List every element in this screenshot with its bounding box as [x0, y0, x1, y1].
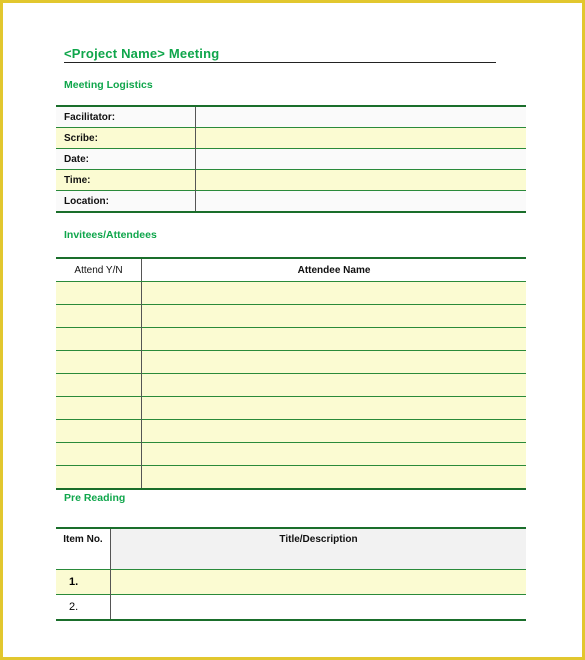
table-row [56, 305, 526, 328]
logistics-row-location [56, 191, 526, 213]
table-row [56, 466, 526, 490]
logistics-row-date [56, 149, 526, 170]
description-cell[interactable] [111, 570, 527, 595]
table-row [56, 351, 526, 374]
time-label: Time: [56, 170, 196, 191]
date-field[interactable] [196, 149, 527, 170]
logistics-row-scribe [56, 128, 526, 149]
attendee-name-cell[interactable] [142, 443, 527, 466]
table-row [56, 397, 526, 420]
attend-yn-cell[interactable] [56, 466, 142, 490]
table-row [56, 570, 526, 595]
logistics-row-time [56, 170, 526, 191]
attend-yn-cell[interactable] [56, 351, 142, 374]
item-number: 1. [56, 570, 111, 595]
pre-reading-heading: Pre Reading [64, 492, 126, 504]
table-row [56, 443, 526, 466]
location-label: Location: [56, 191, 196, 213]
item-no-header: Item No. [56, 528, 111, 570]
attendee-name-header: Attendee Name [142, 258, 527, 282]
attendee-name-cell[interactable] [142, 374, 527, 397]
attendee-name-cell[interactable] [142, 328, 527, 351]
table-row [56, 374, 526, 397]
pre-reading-table [56, 527, 526, 621]
attend-yn-cell[interactable] [56, 397, 142, 420]
title-block [64, 45, 496, 63]
item-number: 2. [56, 595, 111, 621]
invitees-heading: Invitees/Attendees [64, 229, 157, 241]
document-title: <Project Name> Meeting [64, 46, 220, 61]
attendee-name-cell[interactable] [142, 282, 527, 305]
attend-yn-cell[interactable] [56, 328, 142, 351]
title-description-header: Title/Description [111, 528, 527, 570]
table-row [56, 282, 526, 305]
attend-yn-cell[interactable] [56, 443, 142, 466]
attendee-name-cell[interactable] [142, 305, 527, 328]
facilitator-label: Facilitator: [56, 106, 196, 128]
table-row [56, 328, 526, 351]
attend-yn-header: Attend Y/N [56, 258, 142, 282]
date-label: Date: [56, 149, 196, 170]
table-row [56, 420, 526, 443]
attendee-name-cell[interactable] [142, 397, 527, 420]
attend-yn-cell[interactable] [56, 374, 142, 397]
logistics-row-facilitator [56, 106, 526, 128]
logistics-heading: Meeting Logistics [64, 79, 153, 91]
description-cell[interactable] [111, 595, 527, 621]
attendee-name-cell[interactable] [142, 351, 527, 374]
logistics-table [56, 105, 526, 213]
attendee-name-cell[interactable] [142, 420, 527, 443]
pre-reading-header-row [56, 528, 526, 570]
table-row [56, 595, 526, 621]
attend-yn-cell[interactable] [56, 305, 142, 328]
attendees-header-row [56, 258, 526, 282]
attendees-table [56, 257, 526, 490]
attendee-name-cell[interactable] [142, 466, 527, 490]
time-field[interactable] [196, 170, 527, 191]
attend-yn-cell[interactable] [56, 420, 142, 443]
scribe-field[interactable] [196, 128, 527, 149]
attend-yn-cell[interactable] [56, 282, 142, 305]
location-field[interactable] [196, 191, 527, 213]
facilitator-field[interactable] [196, 106, 527, 128]
scribe-label: Scribe: [56, 128, 196, 149]
